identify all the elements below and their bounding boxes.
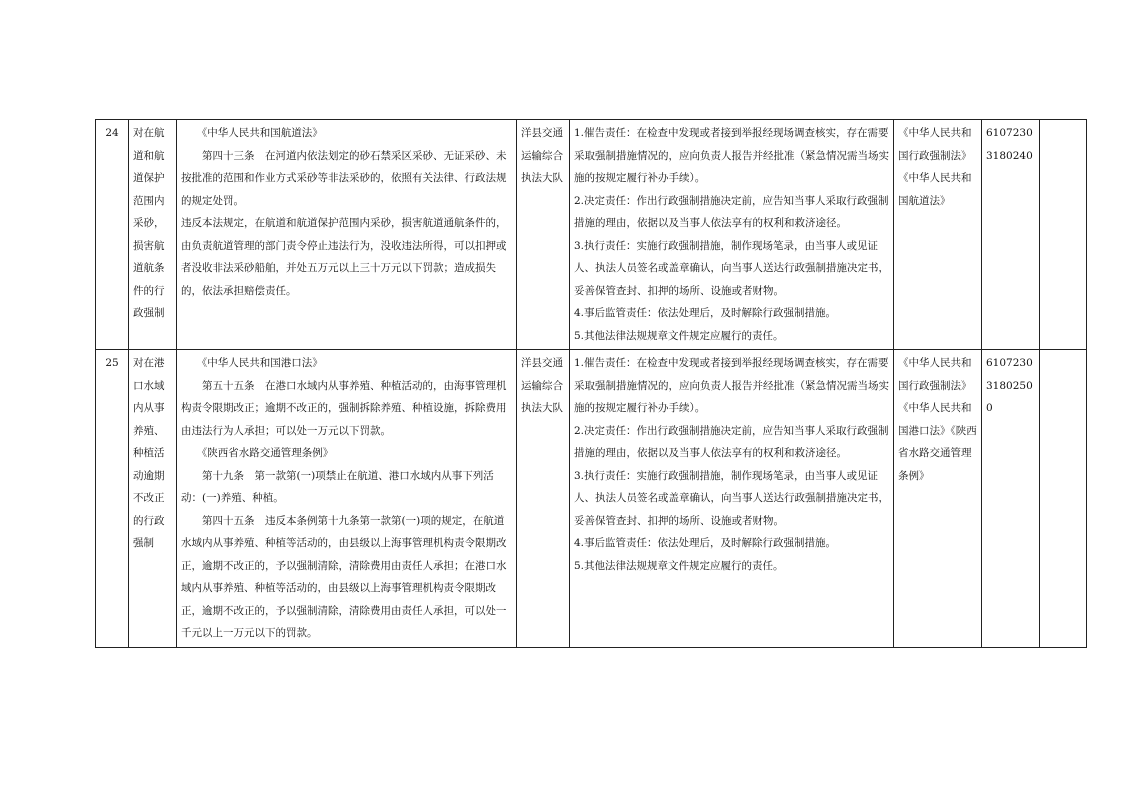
responsibility-list (570, 350, 894, 648)
legal-basis (177, 350, 517, 648)
responsibility-item: 4.事后监管责任：依法处理后，及时解除行政强制措施。 (574, 307, 837, 319)
responsibility-item: 3.执行责任：实施行政强制措施，制作现场笔录，由当事人或见证人、执法人员签名或盖章确认，向当事人送达行政强制措施决定书，妥善保管查封、扣押的场所、设施或者财物。 (574, 469, 889, 527)
law-article: 第五十五条 在港口水域内从事养殖、种植活动的，由海事管理机构责令限期改正；逾期不改正的，强制拆除养殖、种植设施，拆除费用由违法行为人承担；可以处一万元以下罚款。 (181, 379, 507, 437)
responsibility-item: 2.决定责任：作出行政强制措施决定前，应告知当事人采取行政强制措施的理由，依据以及当事人依法享有的权利和救济途径。 (574, 194, 889, 229)
legal-references (894, 120, 982, 350)
law-article: 第四十三条 在河道内依法划定的砂石禁采区采砂、无证采砂、未按批准的范围和作业方式采砂等非法采砂的，依照有关法律、行政法规的规定处罚。 (181, 149, 507, 207)
law-article: 第十九条 第一款第(一)项禁止在航道、港口水域内从事下列活动：(一)养殖、种植。 (181, 469, 494, 504)
table-row (96, 350, 1087, 648)
row-number: 24 (96, 120, 129, 350)
table-body (96, 120, 1087, 648)
remark (1040, 120, 1087, 350)
responsibility-table (95, 119, 1087, 648)
law-title: 《中华人民共和国港口法》 (196, 357, 323, 369)
legal-reference: 《中华人民共和国航道法》 (898, 172, 972, 207)
law-article: 违反本法规定，在航道和航道保护范围内采砂，损害航道通航条件的，由负责航道管理的部门责令停止违法行为，没收违法所得，可以扣押或者没收非法采砂船舶，并处五万元以上三十万元以下罚款；造成损失的，依法承担赔偿责任。 (181, 217, 507, 297)
remark (1040, 350, 1087, 648)
item-name: 对在港口水域内从事养殖、种植活动逾期不改正的行政强制 (129, 350, 177, 648)
legal-reference: 《中华人民共和国行政强制法》 (898, 357, 972, 392)
item-code: 61072303180240 (982, 120, 1040, 350)
enforcement-org: 洋县交通运输综合执法大队 (517, 120, 570, 350)
responsibility-item: 1.催告责任：在检查中发现或者接到举报经现场调查核实，存在需要采取强制措施情况的，应向负责人报告并经批准（紧急情况需当场实施的按规定履行补办手续）。 (574, 357, 889, 414)
responsibility-item: 4.事后监管责任：依法处理后，及时解除行政强制措施。 (574, 537, 837, 549)
law-title: 《陕西省水路交通管理条例》 (196, 447, 334, 459)
law-title: 《中华人民共和国航道法》 (196, 127, 323, 139)
responsibility-item: 1.催告责任：在检查中发现或者接到举报经现场调查核实，存在需要采取强制措施情况的，应向负责人报告并经批准（紧急情况需当场实施的按规定履行补办手续）。 (574, 127, 889, 184)
legal-references (894, 350, 982, 648)
legal-reference: 《中华人民共和国港口法》《陕西省水路交通管理条例》 (898, 402, 977, 482)
legal-reference: 《中华人民共和国行政强制法》 (898, 127, 972, 162)
responsibility-item: 5.其他法律法规规章文件规定应履行的责任。 (574, 329, 784, 342)
legal-basis (177, 120, 517, 350)
responsibility-item: 5.其他法律法规规章文件规定应履行的责任。 (574, 559, 784, 572)
responsibility-item: 2.决定责任：作出行政强制措施决定前，应告知当事人采取行政强制措施的理由，依据以及当事人依法享有的权利和救济途径。 (574, 424, 889, 459)
item-code: 610723031802500 (982, 350, 1040, 648)
row-number: 25 (96, 350, 129, 648)
item-name: 对在航道和航道保护范围内采砂，损害航道航条件的行政强制 (129, 120, 177, 350)
enforcement-org: 洋县交通运输综合执法大队 (517, 350, 570, 648)
law-article: 第四十五条 违反本条例第十九条第一款第(一)项的规定，在航道水域内从事养殖、种植等活动的，由县级以上海事管理机构责令限期改正，逾期不改正的，予以强制清除，清除费用由责任人承担；在港口水域内从事养殖、种植等活动的，由县级以上海事管理机构责令限期改正，逾期不改正的，予以强制清除，清除费用由责任人承担，可以处一千元以上一万元以下的罚款。 (181, 514, 507, 639)
responsibility-list (570, 120, 894, 350)
table-row (96, 120, 1087, 350)
responsibility-item: 3.执行责任：实施行政强制措施，制作现场笔录，由当事人或见证人、执法人员签名或盖章确认，向当事人送达行政强制措施决定书，妥善保管查封、扣押的场所、设施或者财物。 (574, 239, 889, 297)
